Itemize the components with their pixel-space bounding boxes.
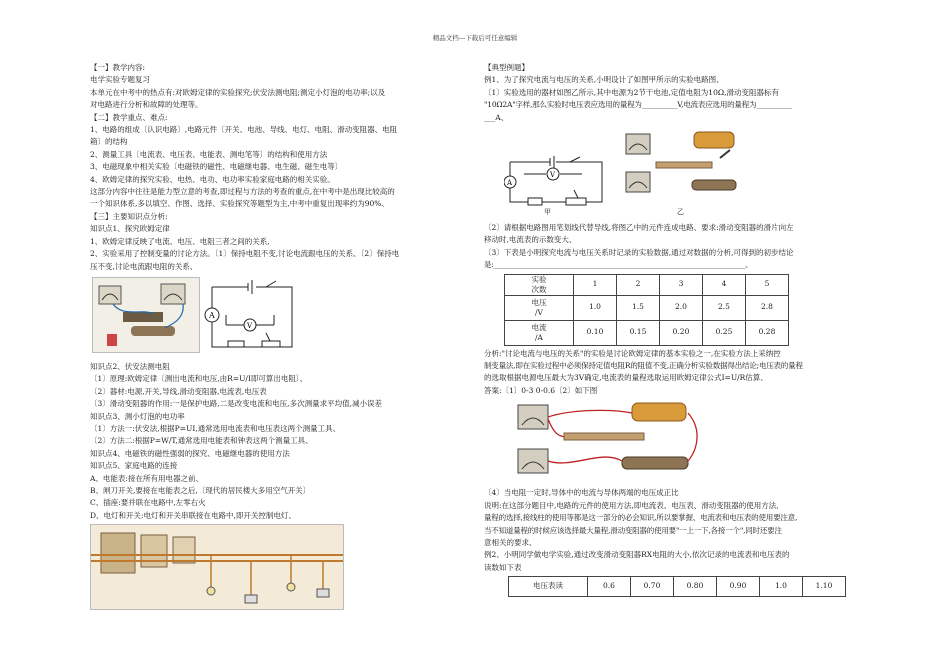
text-line: 对电路进行分析和故障的处理等。 [90, 100, 203, 110]
table-header-cell: 3 [660, 274, 703, 295]
text-line: 3、电磁现象中相关实验〔电磁铁的磁性、电磁继电器、电生磁、磁生电等〕 [90, 162, 343, 172]
answer-wiring-illustration [512, 399, 712, 485]
text-line: 一个知识体系,多以填空、作图、选择、实验探究等题型为主,中考中重复出现率约为90%、 [90, 199, 389, 209]
text-line: 〔3〕滑动变阻器的作用:一是保护电路,二是改变电流和电压,多次测量求平均值,减小误差 [90, 399, 382, 409]
ammeter-symbol: A [209, 310, 215, 320]
text-line: 的选取根据电源电压最大为3V确定,电流表的量程选取运用欧姆定律公式I=U/R估算、 [484, 373, 768, 383]
table-cell: 0.70 [631, 577, 674, 597]
table-cell: 0.80 [674, 577, 717, 597]
table-header-cell: 4 [703, 274, 746, 295]
text-line: 本单元在中考中的热点有:对欧姆定律的实验探究;伏安法测电阻;测定小灯泡的电功率;以及 [90, 87, 386, 97]
table-cell: 0.20 [660, 320, 703, 345]
household-circuit-photo [90, 524, 344, 610]
text-line: D、电灯和开关:电灯和开关串联接在电路中,即开关控制电灯、 [90, 510, 296, 520]
text-line: 压不变,讨论电流跟电阻的关系、 [90, 261, 198, 271]
table-cell: 2.8 [746, 295, 789, 320]
table-cell: 0.10 [574, 320, 617, 345]
table-cell: 0.15 [617, 320, 660, 345]
table-row [505, 274, 789, 295]
text-line: 分析:"讨论电流与电压的关系"的实验是讨论欧姆定律的基本实验之一,在实验方法上采纳控 [484, 348, 781, 358]
table-row [505, 320, 789, 345]
table-cell: 1.0 [760, 577, 803, 597]
page-header: 精品文档---下载后可任意编辑 [432, 34, 518, 42]
table-row-label: 电压表读 [509, 577, 588, 597]
section-title: 【三】主要知识点分析: [90, 211, 168, 221]
text-line: 〔3〕下表是小明探究电流与电压关系时记录的实验数据,通过对数据的分析,可得到的初步结论 [484, 247, 794, 257]
apparatus-photo [92, 277, 200, 353]
data-table-current-voltage [504, 274, 789, 346]
knowledge-title: 知识点5、家庭电路的连接 [90, 461, 178, 471]
household-circuit-illustration [91, 525, 343, 609]
circuit-diagram [204, 277, 300, 355]
knowledge-title: 知识点1、探究欧姆定律 [90, 224, 170, 234]
example1-figures [484, 126, 856, 220]
answer-line: 答案:〔1〕0-3 0-0.6〔2〕如下图 [484, 385, 598, 395]
text-line: 意相关的要求、 [484, 537, 537, 547]
text-line: 读数如下表 [484, 562, 522, 572]
table-header-cell: 1 [574, 274, 617, 295]
apparatus-illustration-yi [622, 128, 746, 204]
left-column [90, 62, 462, 610]
text-line: 这部分内容中往往是能力型立意的考查,即过程与方法的考查的重点,在中考中是出现比较高的 [90, 187, 395, 197]
table-cell: 0.90 [717, 577, 760, 597]
text-line: 〔1〕实验选用的器材如图乙所示,其中电源为2节干电池,定值电阻为10Ω,滑动变阻器标有 [484, 87, 779, 97]
text-line: 说明:在这部分题目中,电路的元件的使用方法,即电流表、电压表、滑动变阻器的使用方法, [484, 500, 779, 510]
circuit-diagram-jia [504, 156, 608, 212]
text-line: 4、欧姆定律的探究实验、电热、电功、电功率实验家庭电路的相关实验。 [90, 174, 335, 184]
text-line: 〔1〕方法一:伏安法,根据P=UI,通常选用电流表和电压表这两个测量工具、 [90, 423, 341, 433]
table-cell: 1.5 [617, 295, 660, 320]
text-line: 例2、小明同学做电学实验,通过改变滑动变阻器RX电阻的大小,依次记录的电流表和电压表的 [484, 550, 790, 560]
knowledge-title: 知识点2、伏安法测电阻 [90, 361, 170, 371]
text-line: 1、欧姆定律反映了电流、电压、电阻三者之间的关系, [90, 236, 270, 246]
text-line: 〔2〕方法二:根据P=W/T,通常选用电能表和钟表这两个测量工具、 [90, 436, 313, 446]
text-line: ___A、 [484, 112, 509, 122]
text-line: C、插座:要并联在电路中,左零右火 [90, 498, 206, 508]
figure-label-jia: 甲 [544, 208, 551, 217]
table-cell: 2.0 [660, 295, 703, 320]
table-cell: 0.28 [746, 320, 789, 345]
right-column [484, 62, 856, 597]
ohm-apparatus-figure [90, 275, 462, 359]
text-line: 〔2〕请根据电路图用笔划线代替导线,将图乙中的元件连成电路、要求:滑动变阻器的滑片向左 [484, 223, 794, 233]
text-line: A、电能表:接在所有用电器之前、 [90, 473, 203, 483]
text-line: 例1、为了探究电流与电压的关系,小明设计了如图甲所示的实验电路图、 [484, 75, 724, 85]
text-line: 箱〕的结构 [90, 137, 128, 147]
text-line: "10Ω2A"字样,那么实验时电压表应选用的量程为__________V,电流表应选用的量程为__________ [484, 100, 792, 110]
data-table-voltmeter-readings [508, 576, 846, 597]
text-line: 当不知道量程的时候应该选择最大量程,滑动变阻器的使用要"一上一下,各接一个",同时还要注 [484, 525, 782, 535]
section-title: 【典型例题】 [484, 63, 529, 72]
text-line: 1、电路的组成〔认识电路〕,电路元件〔开关、电池、导线、电灯、电阻、滑动变阻器、电阻 [90, 125, 398, 135]
section-title: 【一】教学内容: [90, 63, 146, 72]
text-line: 2、实验采用了控制变量的讨论方法。〔1〕保持电阻不变,讨论电流跟电压的关系、〔2〕保持电 [90, 249, 400, 259]
table-row-label: 电压 /V [505, 295, 574, 320]
text-line: B、闸刀开关,要接在电能表之后,〔现代的居民楼大多用空气开关〕 [90, 485, 311, 495]
text-line: 电学实验专题复习 [90, 75, 150, 85]
table-cell: 0.25 [703, 320, 746, 345]
text-line: 制变量法,即在实验过程中必须保持定值电阻R的阻值不变,正确分析实验数据得出结论;电压表的量程 [484, 361, 803, 371]
apparatus-photo-yi [622, 128, 746, 204]
answer-wiring-photo [512, 399, 712, 485]
text-line: 移动时,电流表的示数变大、 [484, 235, 577, 245]
ammeter-symbol: A [507, 179, 513, 188]
voltmeter-symbol: V [247, 321, 253, 330]
text-line: 是:_________________________________________________________________________、 [484, 260, 753, 270]
table-row-label: 电流 /A [505, 320, 574, 345]
knowledge-title: 知识点3、测小灯泡的电功率 [90, 411, 185, 421]
voltmeter-symbol: V [550, 171, 556, 180]
table-cell: 0.6 [588, 577, 631, 597]
text-line: 〔1〕原理:欧姆定律〔测出电流和电压,由R=U/I即可算出电阻〕、 [90, 374, 308, 384]
table-header-cell: 实验 次数 [505, 274, 574, 295]
text-line: 2、测量工具〔电流表、电压表、电能表、测电笔等〕的结构和使用方法 [90, 149, 328, 159]
table-header-cell: 5 [746, 274, 789, 295]
table-row [505, 295, 789, 320]
text-line: 〔4〕当电阻一定时,导体中的电流与导体两端的电压成正比 [484, 488, 679, 498]
text-line: 量程的选择,接线柱的使用等都是这一部分的必会知识,所以要掌握、电流表和电压表的使用要注意, [484, 513, 798, 523]
apparatus-illustration [93, 278, 199, 352]
figure-label-yi: 乙 [677, 208, 684, 217]
table-cell: 1.0 [574, 295, 617, 320]
table-cell: 1.10 [803, 577, 846, 597]
table-row [509, 577, 846, 597]
table-header-cell: 2 [617, 274, 660, 295]
table-cell: 2.5 [703, 295, 746, 320]
text-line: 〔2〕器材:电源,开关,导线,滑动变阻器,电流表,电压表 [90, 386, 267, 396]
section-title: 【二】教学重点、难点: [90, 112, 168, 122]
knowledge-title: 知识点4、电磁铁的磁性强弱的探究、电磁继电器的使用方法 [90, 448, 290, 458]
